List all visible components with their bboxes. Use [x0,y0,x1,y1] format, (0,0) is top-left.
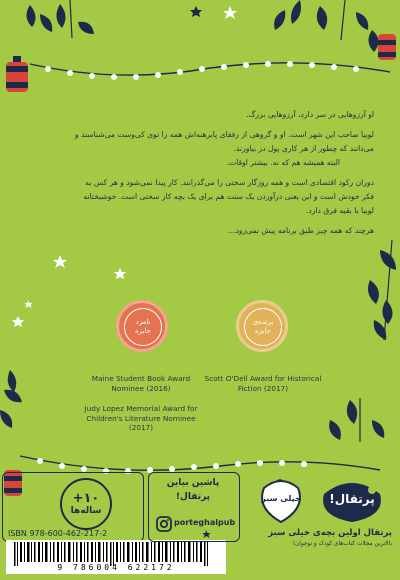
award-badge-winner [236,300,288,352]
blurb-line-2: لوبیا صاحب این شهر است. او و گروهی از رفقای پابرهنه‌اش همه را توی کی‌وست می‌شناسند و [74,130,374,139]
age-number: +۱۰ [72,490,100,506]
social-line2: پرتقال! [175,492,211,502]
award-odell: Scott O'Dell Award for Historical Fiction (2017) [204,374,322,393]
winner-badge-line1: برنده‌ی [252,318,274,326]
instagram-icon [156,516,172,532]
blurb-line-1: او آرزوهایی در سر دارد، آرزوهایی بزرگ. [246,110,374,119]
barcode-number: 9 786004 622172 [57,563,175,572]
award-lopez: Judy Lopez Memorial Award for Children's Literature Nominee (2017) [84,404,198,432]
blurb-line-5: دوران رکود اقتصادی است و همه روزگار سختی را می‌گذرانند. کار پیدا نمی‌شود و هر کس به [85,178,374,187]
khoshi-sabz-text: خیلی سبز [261,494,301,503]
string-lights-top [0,58,400,88]
nominee-badge-line1: نامزد [135,318,151,326]
blurb-line-4: البته همیشه هم که نه. بیشتر اوقات. [226,158,340,167]
blurb-line-7: لوبیا با بقیه فرق دارد. [305,206,374,215]
blurb-line-3: می‌دانند که چطور از هر کاری پول در بیاورند. [233,144,374,153]
blurb-line-8: هرچند که همه چیز طبق برنامه پیش نمی‌رود... [228,226,374,235]
award-badge-nominee [116,300,168,352]
publisher-subtext: بالاترین مجلات کتاب‌های کودک و نوجوان! [292,541,392,547]
barcode [6,540,226,574]
isbn-text: ISBN 978-600-462-217-2 [8,529,108,538]
age-badge [60,478,112,530]
award-maine: Maine Student Book Award Nominee (2016) [91,374,191,393]
porteghal-logo-text: پرتقال! [329,492,375,506]
age-label: ساله‌ها [70,505,102,516]
publisher-slogan: پرتقال اولین بچه‌ی خیلی سبز [268,528,392,538]
social-line1: پاشین بیاین [166,478,220,488]
winner-badge-line2: جایزه [255,327,271,335]
nominee-badge-line2: جایزه [135,327,151,335]
blurb-line-6: فکر خودش است و این یعنی درآوردن یک سنت هم برای یک بچه کار سختی است. خوشبختانه [83,192,374,201]
social-handle: porteghalpub [174,518,236,527]
